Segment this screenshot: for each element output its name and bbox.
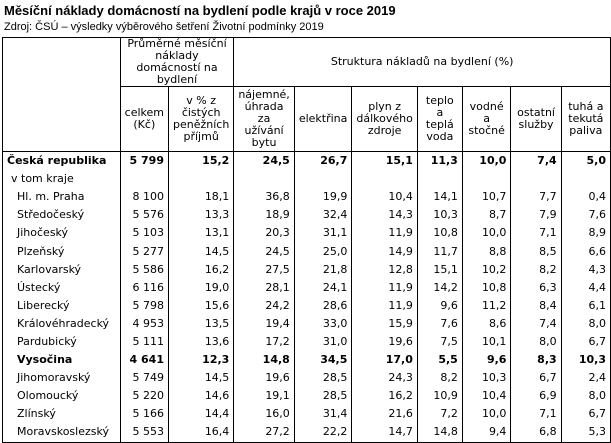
cell: 5,3 [561, 423, 610, 442]
cell: 21,8 [294, 261, 352, 279]
cell: 19,0 [169, 279, 234, 297]
cell: 5 166 [120, 405, 168, 423]
cell: 13,3 [169, 206, 234, 224]
cell: 14,1 [417, 188, 462, 206]
cell: 18,1 [169, 188, 234, 206]
cell: 34,5 [294, 351, 352, 369]
cell: 5 220 [120, 387, 168, 405]
cell: 19,4 [234, 315, 295, 333]
row-label: Karlovarský [3, 261, 121, 279]
cell: 36,8 [234, 188, 295, 206]
cell: 24,1 [294, 279, 352, 297]
table-row [3, 423, 611, 442]
col-header-rent: nájemné, úhrada za užívání bytu [234, 87, 295, 152]
cell: 16,4 [169, 423, 234, 442]
cell: 7,1 [511, 224, 561, 242]
cell: 6,9 [511, 387, 561, 405]
cell: 14,5 [169, 242, 234, 260]
cell: 14,8 [234, 351, 295, 369]
table-row-total [3, 152, 611, 171]
cell: 14,3 [352, 206, 417, 224]
cell: 11,9 [352, 279, 417, 297]
cell: 31,1 [294, 224, 352, 242]
cell: 15,2 [169, 152, 234, 171]
cell: 10,1 [462, 333, 511, 351]
cell: 8,0 [561, 315, 610, 333]
table-row [3, 188, 611, 206]
cell: 7,7 [511, 188, 561, 206]
cell: 13,1 [169, 224, 234, 242]
cell: 8,2 [417, 369, 462, 387]
cell: 5 111 [120, 333, 168, 351]
cell: 11,9 [352, 297, 417, 315]
cell: 6,6 [561, 242, 610, 260]
table-row [3, 351, 611, 369]
cell: 24,5 [234, 152, 295, 171]
cell: 7,1 [511, 405, 561, 423]
cell: 11,3 [417, 152, 462, 171]
cell [511, 170, 561, 188]
cell: 7,4 [511, 315, 561, 333]
cell: 15,6 [169, 297, 234, 315]
row-label: Ústecký [3, 279, 121, 297]
cell: 17,2 [234, 333, 295, 351]
subheading-label: v tom kraje [3, 170, 121, 188]
row-label: Plzeňský [3, 242, 121, 260]
cell: 11,9 [352, 224, 417, 242]
cell [294, 170, 352, 188]
col-header-fuels: tuhá a tekutá paliva [561, 87, 610, 152]
cell: 16,2 [352, 387, 417, 405]
cell: 8,4 [511, 297, 561, 315]
cell: 2,4 [561, 369, 610, 387]
table-row [3, 405, 611, 423]
cell: 10,0 [462, 152, 511, 171]
cell: 8,2 [511, 261, 561, 279]
table-row [3, 242, 611, 260]
cell: 15,1 [352, 152, 417, 171]
cell: 4,4 [561, 279, 610, 297]
cell [561, 170, 610, 188]
cell: 4 953 [120, 315, 168, 333]
row-label: Jihomoravský [3, 369, 121, 387]
col-header-other: ostatní služby [511, 87, 561, 152]
cell: 5 277 [120, 242, 168, 260]
cell: 32,4 [294, 206, 352, 224]
cell: 14,6 [169, 387, 234, 405]
cell: 5 553 [120, 423, 168, 442]
cell: 5 799 [120, 152, 168, 171]
row-label: Vysočina [3, 351, 121, 369]
cell: 14,2 [417, 279, 462, 297]
cell: 33,0 [294, 315, 352, 333]
cell: 31,4 [294, 405, 352, 423]
row-label: Olomoucký [3, 387, 121, 405]
cell: 16,2 [169, 261, 234, 279]
cell: 16,0 [234, 405, 295, 423]
table-row [3, 297, 611, 315]
cell: 8,5 [511, 242, 561, 260]
table-title: Měsíční náklady domácností na bydlení podle krajů v roce 2019 [4, 3, 396, 18]
cell: 14,4 [169, 405, 234, 423]
cell: 9,4 [462, 423, 511, 442]
table-row [3, 333, 611, 351]
cell: 7,5 [417, 333, 462, 351]
header-group-costs: Průměrné měsíční náklady domácností na bydlení [120, 38, 234, 87]
cell: 6,1 [561, 297, 610, 315]
cell: 10,8 [417, 224, 462, 242]
cell: 15,1 [417, 261, 462, 279]
cell [120, 170, 168, 188]
cell [169, 170, 234, 188]
cell: 5 103 [120, 224, 168, 242]
cell: 10,4 [462, 387, 511, 405]
row-label: Česká republika [3, 152, 121, 171]
cell: 4,3 [561, 261, 610, 279]
row-label: Liberecký [3, 297, 121, 315]
cell: 8 100 [120, 188, 168, 206]
cell: 14,8 [417, 423, 462, 442]
cell: 7,4 [511, 152, 561, 171]
row-label: Královéhradecký [3, 315, 121, 333]
table-row [3, 279, 611, 297]
cell: 6,7 [561, 333, 610, 351]
cell: 28,5 [294, 387, 352, 405]
cell: 6 116 [120, 279, 168, 297]
cell: 11,7 [417, 242, 462, 260]
row-label: Moravskoslezský [3, 423, 121, 442]
cell: 19,6 [234, 369, 295, 387]
cell [417, 170, 462, 188]
cell: 27,2 [234, 423, 295, 442]
source-note: Zdroj: ČSÚ – výsledky výběrového šetření Životní podmínky 2019 [4, 21, 324, 33]
table-row [3, 369, 611, 387]
cell: 10,0 [462, 405, 511, 423]
cell: 24,2 [234, 297, 295, 315]
col-header-water: vodné a stočné [462, 87, 511, 152]
cell: 8,6 [462, 315, 511, 333]
cell: 17,0 [352, 351, 417, 369]
cell: 8,3 [511, 351, 561, 369]
table-row [3, 224, 611, 242]
table-row [3, 261, 611, 279]
col-header-total: celkem (Kč) [120, 87, 168, 152]
cell: 0,4 [561, 188, 610, 206]
cell: 10,3 [417, 206, 462, 224]
cell: 5 749 [120, 369, 168, 387]
cell [352, 170, 417, 188]
cell: 10,3 [462, 369, 511, 387]
cell: 7,2 [417, 405, 462, 423]
cell: 22,2 [294, 423, 352, 442]
cell: 8,0 [511, 333, 561, 351]
cell: 7,6 [417, 315, 462, 333]
cell: 27,5 [234, 261, 295, 279]
cell: 14,5 [169, 369, 234, 387]
cell: 10,3 [561, 351, 610, 369]
housing-costs-table [2, 37, 611, 443]
col-header-income-share: v % z čistých peněžních příjmů [169, 87, 234, 152]
cell: 21,6 [352, 405, 417, 423]
cell: 6,7 [561, 405, 610, 423]
cell: 5,5 [417, 351, 462, 369]
cell: 24,5 [234, 242, 295, 260]
cell: 5 586 [120, 261, 168, 279]
row-label: Pardubický [3, 333, 121, 351]
cell: 28,1 [234, 279, 295, 297]
cell: 14,9 [352, 242, 417, 260]
cell: 19,9 [294, 188, 352, 206]
cell: 15,9 [352, 315, 417, 333]
cell: 6,8 [511, 423, 561, 442]
cell: 13,6 [169, 333, 234, 351]
cell: 12,8 [352, 261, 417, 279]
cell: 18,9 [234, 206, 295, 224]
table-row-subheading [3, 170, 611, 188]
cell: 7,9 [511, 206, 561, 224]
cell: 8,7 [462, 206, 511, 224]
table-row [3, 206, 611, 224]
cell: 5 798 [120, 297, 168, 315]
cell: 26,7 [294, 152, 352, 171]
cell: 4 641 [120, 351, 168, 369]
cell: 6,3 [511, 279, 561, 297]
cell: 11,2 [462, 297, 511, 315]
cell: 12,3 [169, 351, 234, 369]
cell: 10,2 [462, 261, 511, 279]
cell: 19,6 [352, 333, 417, 351]
row-label: Hl. m. Praha [3, 188, 121, 206]
cell: 25,0 [294, 242, 352, 260]
cell: 24,3 [352, 369, 417, 387]
cell: 8,0 [561, 387, 610, 405]
cell: 13,5 [169, 315, 234, 333]
cell: 9,6 [417, 297, 462, 315]
row-label: Středočeský [3, 206, 121, 224]
row-label: Zlínský [3, 405, 121, 423]
header-group-structure: Struktura nákladů na bydlení (%) [234, 38, 611, 87]
cell: 10,0 [462, 224, 511, 242]
cell: 7,6 [561, 206, 610, 224]
table-row [3, 387, 611, 405]
cell: 28,5 [294, 369, 352, 387]
col-header-electricity: elektřina [294, 87, 352, 152]
cell [234, 170, 295, 188]
cell: 8,8 [462, 242, 511, 260]
header-corner [3, 38, 121, 152]
cell: 14,7 [352, 423, 417, 442]
cell: 10,4 [352, 188, 417, 206]
col-header-gas: plyn z dálkového zdroje [352, 87, 417, 152]
col-header-heat: teplo a teplá voda [417, 87, 462, 152]
cell: 10,7 [462, 188, 511, 206]
cell: 28,6 [294, 297, 352, 315]
cell: 9,6 [462, 351, 511, 369]
cell: 6,7 [511, 369, 561, 387]
cell: 5 576 [120, 206, 168, 224]
table-row [3, 315, 611, 333]
cell: 8,9 [561, 224, 610, 242]
cell: 5,0 [561, 152, 610, 171]
cell: 10,9 [417, 387, 462, 405]
cell: 10,8 [462, 279, 511, 297]
row-label: Jihočeský [3, 224, 121, 242]
cell [462, 170, 511, 188]
cell: 20,3 [234, 224, 295, 242]
cell: 19,1 [234, 387, 295, 405]
cell: 31,0 [294, 333, 352, 351]
